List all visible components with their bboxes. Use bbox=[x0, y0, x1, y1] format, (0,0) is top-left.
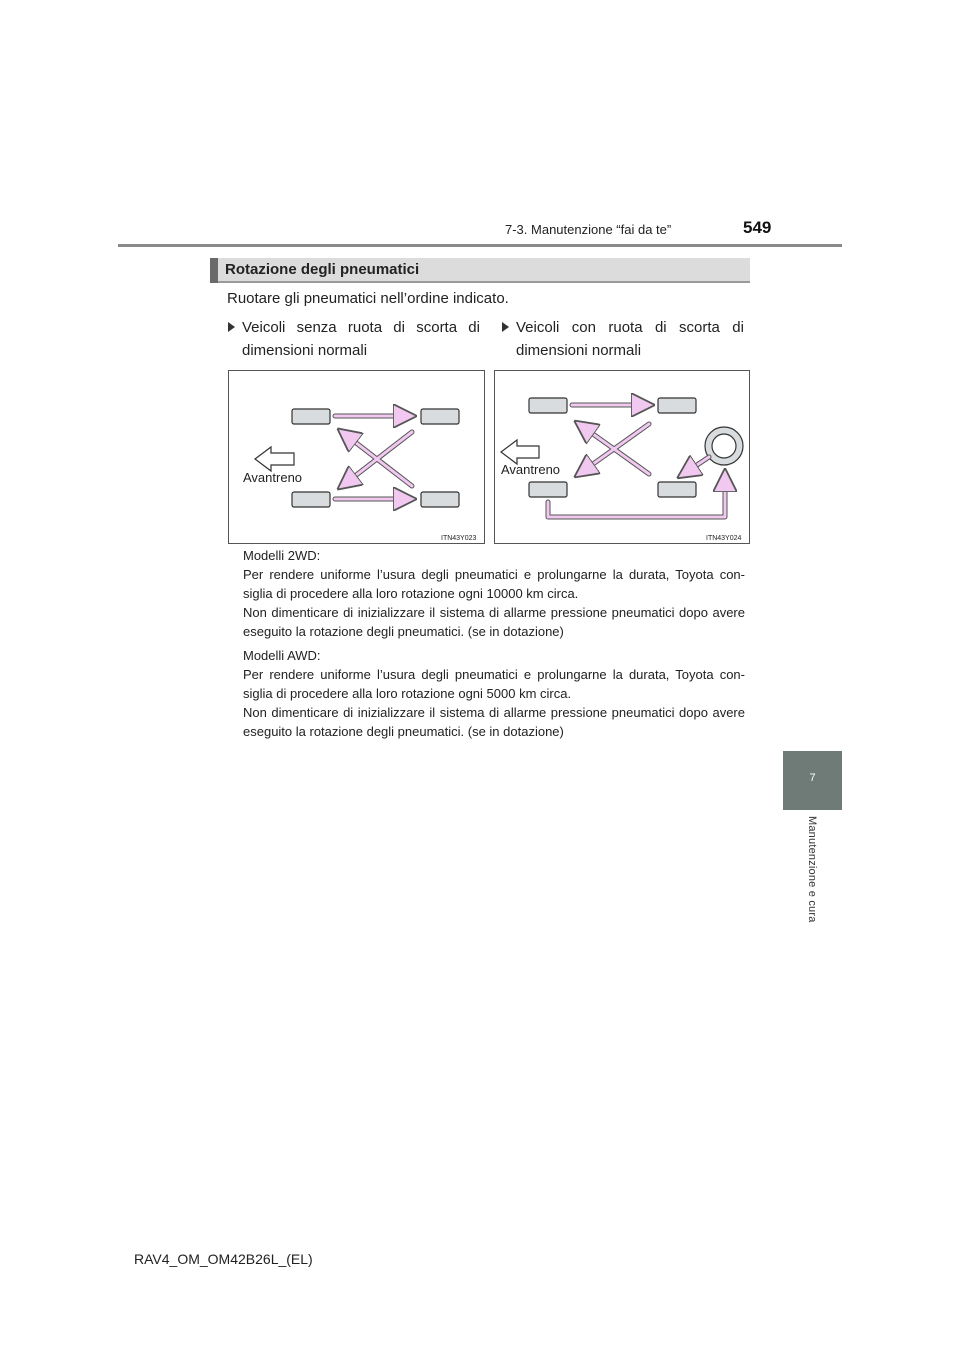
tire-rear-left bbox=[658, 398, 696, 413]
tire-front-right bbox=[529, 482, 567, 497]
forward-direction-icon bbox=[501, 440, 539, 464]
header-divider bbox=[118, 244, 842, 247]
note-2wd-interval: Per rendere uniforme l’usura degli pneumatici e prolungarne la durata, Toyota con-siglia di procedere alla loro rotazione ogni 10000 km circa. bbox=[243, 567, 745, 601]
tire-front-left bbox=[292, 409, 330, 424]
note-2wd-title: Modelli 2WD: bbox=[243, 548, 321, 563]
document-code: RAV4_OM_OM42B26L_(EL) bbox=[134, 1251, 313, 1267]
note-awd-interval: Per rendere uniforme l’usura degli pneumatici e prolungarne la durata, Toyota con-siglia di procedere alla loro rotazione ogni 5000 km circa. bbox=[243, 667, 745, 701]
section-intro: Ruotare gli pneumatici nell’ordine indicato. bbox=[227, 290, 509, 307]
note-2wd-tpms: Non dimenticare di inizializzare il sistema di allarme pressione pneumatici dopo avere eseguito la rotazione degli pneumatici. (se in dotazione) bbox=[243, 605, 745, 639]
chapter-label: Manutenzione e cura bbox=[806, 816, 818, 923]
rotation-arrow-to-spare bbox=[548, 474, 725, 517]
forward-label: Avantreno bbox=[501, 462, 561, 477]
bullet-arrow-icon bbox=[228, 322, 235, 332]
spare-tire-hub bbox=[712, 434, 736, 458]
figure-code: ITN43Y023 bbox=[441, 535, 477, 542]
tire-rear-right bbox=[421, 492, 459, 507]
rotation-arrow bbox=[682, 457, 709, 475]
bullet-arrow-icon bbox=[502, 322, 509, 332]
tire-front-right bbox=[292, 492, 330, 507]
chapter-number: 7 bbox=[809, 772, 816, 784]
tire-rear-left bbox=[421, 409, 459, 424]
figure-code: ITN43Y024 bbox=[706, 535, 742, 542]
section-heading-marker bbox=[210, 258, 218, 283]
tire-rear-right bbox=[658, 482, 696, 497]
option-no-spare-label: Veicoli senza ruota di scorta di dimensioni normali bbox=[242, 319, 480, 359]
forward-label: Avantreno bbox=[243, 470, 303, 485]
section-title: Rotazione degli pneumatici bbox=[225, 261, 420, 278]
figure-rotation-5-tires bbox=[494, 370, 750, 544]
forward-direction-icon bbox=[255, 447, 294, 471]
option-full-spare-label: Veicoli con ruota di scorta di dimensioni normali bbox=[516, 319, 744, 359]
figure-rotation-4-tires bbox=[228, 370, 485, 544]
note-awd-tpms: Non dimenticare di inizializzare il sistema di allarme pressione pneumatici dopo avere eseguito la rotazione degli pneumatici. (se in dotazione) bbox=[243, 705, 745, 739]
header-section-title: 7-3. Manutenzione “fai da te” bbox=[505, 222, 672, 237]
page-number: 549 bbox=[743, 218, 772, 237]
note-awd-title: Modelli AWD: bbox=[243, 648, 321, 663]
tire-front-left bbox=[529, 398, 567, 413]
